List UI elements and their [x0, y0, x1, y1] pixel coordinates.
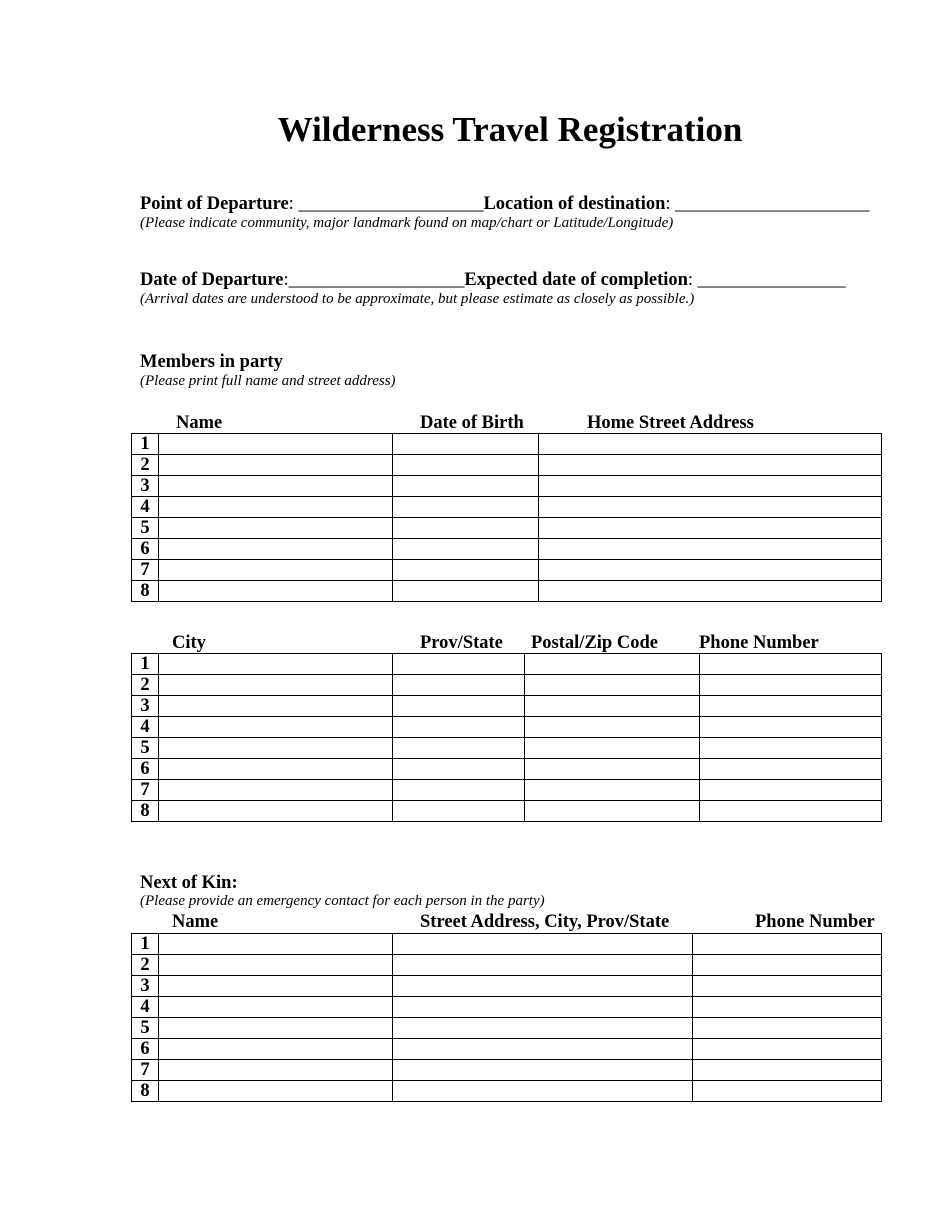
table-cell[interactable] — [700, 759, 882, 780]
table-cell[interactable] — [700, 654, 882, 675]
table-cell[interactable] — [159, 434, 393, 455]
table-cell[interactable] — [539, 518, 882, 539]
table-cell[interactable] — [393, 1060, 693, 1081]
row-number: 2 — [132, 455, 159, 476]
table-cell[interactable] — [525, 780, 700, 801]
table-cell[interactable] — [525, 759, 700, 780]
table-cell[interactable] — [393, 1039, 693, 1060]
location-blank-lead: __ — [464, 194, 484, 214]
table-cell[interactable] — [159, 717, 393, 738]
table-row — [132, 717, 882, 738]
row-number: 5 — [132, 518, 159, 539]
row-number: 3 — [132, 476, 159, 497]
table-cell[interactable] — [693, 1039, 882, 1060]
row-number: 1 — [132, 934, 159, 955]
table-cell[interactable] — [159, 1039, 393, 1060]
table-cell[interactable] — [693, 955, 882, 976]
row-number: 1 — [132, 434, 159, 455]
table-cell[interactable] — [393, 1081, 693, 1102]
table-cell[interactable] — [525, 801, 700, 822]
table-cell[interactable] — [159, 476, 393, 497]
table-cell[interactable] — [159, 997, 393, 1018]
location-of-destination-field[interactable]: : _____________________ — [665, 194, 870, 214]
table-cell[interactable] — [700, 696, 882, 717]
table-cell[interactable] — [159, 654, 393, 675]
table-cell[interactable] — [525, 675, 700, 696]
table-cell[interactable] — [525, 654, 700, 675]
members-address-table — [131, 433, 882, 602]
table-cell[interactable] — [159, 539, 393, 560]
row-number: 7 — [132, 1060, 159, 1081]
members-dob-header: Date of Birth — [420, 413, 524, 433]
members-note: (Please print full name and street address) — [140, 373, 396, 389]
page-title: Wilderness Travel Registration — [277, 110, 743, 149]
row-number: 6 — [132, 1039, 159, 1060]
members-heading: Members in party — [140, 352, 283, 372]
departure-note: (Please indicate community, major landmark found on map/chart or Latitude/Longitude) — [140, 215, 674, 231]
table-row — [132, 955, 882, 976]
row-number: 8 — [132, 801, 159, 822]
table-row — [132, 696, 882, 717]
next-of-kin-heading: Next of Kin: — [140, 873, 238, 893]
expected-completion-field[interactable]: : ________________ — [687, 270, 846, 290]
table-cell[interactable] — [393, 539, 539, 560]
table-cell[interactable] — [700, 801, 882, 822]
table-cell[interactable] — [393, 654, 525, 675]
table-cell[interactable] — [393, 738, 525, 759]
table-cell[interactable] — [693, 1060, 882, 1081]
table-cell[interactable] — [393, 934, 693, 955]
dates-note: (Arrival dates are understood to be approximate, but please estimate as closely as possible.) — [140, 291, 695, 307]
kin-phone-header: Phone Number — [755, 912, 875, 932]
row-number: 6 — [132, 539, 159, 560]
table-cell[interactable] — [159, 497, 393, 518]
table-cell[interactable] — [539, 581, 882, 602]
table-cell[interactable] — [539, 539, 882, 560]
table-cell[interactable] — [159, 976, 393, 997]
row-number: 3 — [132, 976, 159, 997]
row-number: 2 — [132, 955, 159, 976]
date-line — [140, 270, 846, 291]
table-cell[interactable] — [693, 976, 882, 997]
table-cell[interactable] — [693, 997, 882, 1018]
members-contact-table — [131, 653, 882, 822]
table-cell[interactable] — [393, 518, 539, 539]
table-row — [132, 518, 882, 539]
table-cell[interactable] — [159, 581, 393, 602]
row-number: 7 — [132, 780, 159, 801]
point-of-departure-colon: : — [288, 194, 294, 214]
row-number: 4 — [132, 717, 159, 738]
table-row — [132, 654, 882, 675]
table-cell[interactable] — [393, 696, 525, 717]
table-row — [132, 1039, 882, 1060]
row-number: 2 — [132, 675, 159, 696]
table-row — [132, 1060, 882, 1081]
table-cell[interactable] — [393, 801, 525, 822]
date-of-departure-field[interactable]: :___________________ — [283, 270, 465, 290]
table-cell[interactable] — [693, 1018, 882, 1039]
table-cell[interactable] — [159, 738, 393, 759]
table-cell[interactable] — [393, 759, 525, 780]
table-row — [132, 997, 882, 1018]
table-cell[interactable] — [525, 696, 700, 717]
table-row — [132, 780, 882, 801]
table-row — [132, 455, 882, 476]
table-row — [132, 1081, 882, 1102]
expected-completion-label: Expected date of completion — [464, 270, 688, 290]
table-row — [132, 934, 882, 955]
table-cell[interactable] — [539, 497, 882, 518]
table-cell[interactable] — [393, 955, 693, 976]
kin-name-header: Name — [172, 912, 219, 932]
table-cell[interactable] — [159, 934, 393, 955]
next-of-kin-table — [131, 933, 882, 1102]
table-row — [132, 976, 882, 997]
table-cell[interactable] — [159, 955, 393, 976]
table-cell[interactable] — [393, 717, 525, 738]
members-name-header: Name — [176, 413, 223, 433]
table-cell[interactable] — [159, 455, 393, 476]
row-number: 1 — [132, 654, 159, 675]
table-cell[interactable] — [159, 696, 393, 717]
table-cell[interactable] — [525, 717, 700, 738]
table-row — [132, 738, 882, 759]
members-prov-header: Prov/State — [420, 633, 503, 653]
table-cell[interactable] — [159, 1060, 393, 1081]
table-cell[interactable] — [539, 455, 882, 476]
table-cell[interactable] — [693, 1081, 882, 1102]
next-of-kin-note: (Please provide an emergency contact for each person in the party) — [140, 893, 545, 909]
row-number: 5 — [132, 738, 159, 759]
departure-line — [140, 194, 869, 215]
table-cell[interactable] — [693, 934, 882, 955]
row-number: 8 — [132, 1081, 159, 1102]
table-cell[interactable] — [393, 997, 693, 1018]
row-number: 4 — [132, 497, 159, 518]
table-cell[interactable] — [393, 497, 539, 518]
table-row — [132, 801, 882, 822]
table-cell[interactable] — [393, 434, 539, 455]
table-cell[interactable] — [700, 675, 882, 696]
table-cell[interactable] — [159, 518, 393, 539]
table-row — [132, 759, 882, 780]
table-cell[interactable] — [159, 801, 393, 822]
kin-address-header: Street Address, City, Prov/State — [420, 912, 670, 932]
table-cell[interactable] — [700, 780, 882, 801]
row-number: 4 — [132, 997, 159, 1018]
table-cell[interactable] — [393, 476, 539, 497]
table-row — [132, 434, 882, 455]
table-cell[interactable] — [159, 675, 393, 696]
table-cell[interactable] — [159, 560, 393, 581]
table-row — [132, 581, 882, 602]
row-number: 5 — [132, 1018, 159, 1039]
members-postal-header: Postal/Zip Code — [531, 633, 658, 653]
table-cell[interactable] — [700, 738, 882, 759]
table-cell[interactable] — [393, 581, 539, 602]
table-cell[interactable] — [393, 675, 525, 696]
table-row — [132, 539, 882, 560]
table-cell[interactable] — [159, 780, 393, 801]
table-cell[interactable] — [539, 476, 882, 497]
table-cell[interactable] — [525, 738, 700, 759]
members-city-header: City — [172, 633, 206, 653]
table-cell[interactable] — [159, 1081, 393, 1102]
table-row — [132, 675, 882, 696]
table-cell[interactable] — [393, 560, 539, 581]
table-cell[interactable] — [159, 759, 393, 780]
date-of-departure-label: Date of Departure — [140, 270, 284, 290]
members-phone-header: Phone Number — [699, 633, 819, 653]
row-number: 6 — [132, 759, 159, 780]
table-cell[interactable] — [393, 976, 693, 997]
row-number: 7 — [132, 560, 159, 581]
row-number: 8 — [132, 581, 159, 602]
table-cell[interactable] — [539, 560, 882, 581]
table-cell[interactable] — [393, 780, 525, 801]
point-of-departure-label: Point of Departure — [140, 194, 289, 214]
table-cell[interactable] — [393, 1018, 693, 1039]
table-row — [132, 476, 882, 497]
table-row — [132, 1018, 882, 1039]
point-of-departure-field[interactable]: __________________ — [293, 194, 465, 214]
members-address-header: Home Street Address — [587, 413, 754, 433]
location-of-destination-label: Location of destination — [483, 194, 666, 214]
table-cell[interactable] — [393, 455, 539, 476]
table-row — [132, 560, 882, 581]
table-cell[interactable] — [539, 434, 882, 455]
table-row — [132, 497, 882, 518]
row-number: 3 — [132, 696, 159, 717]
table-cell[interactable] — [700, 717, 882, 738]
table-cell[interactable] — [159, 1018, 393, 1039]
